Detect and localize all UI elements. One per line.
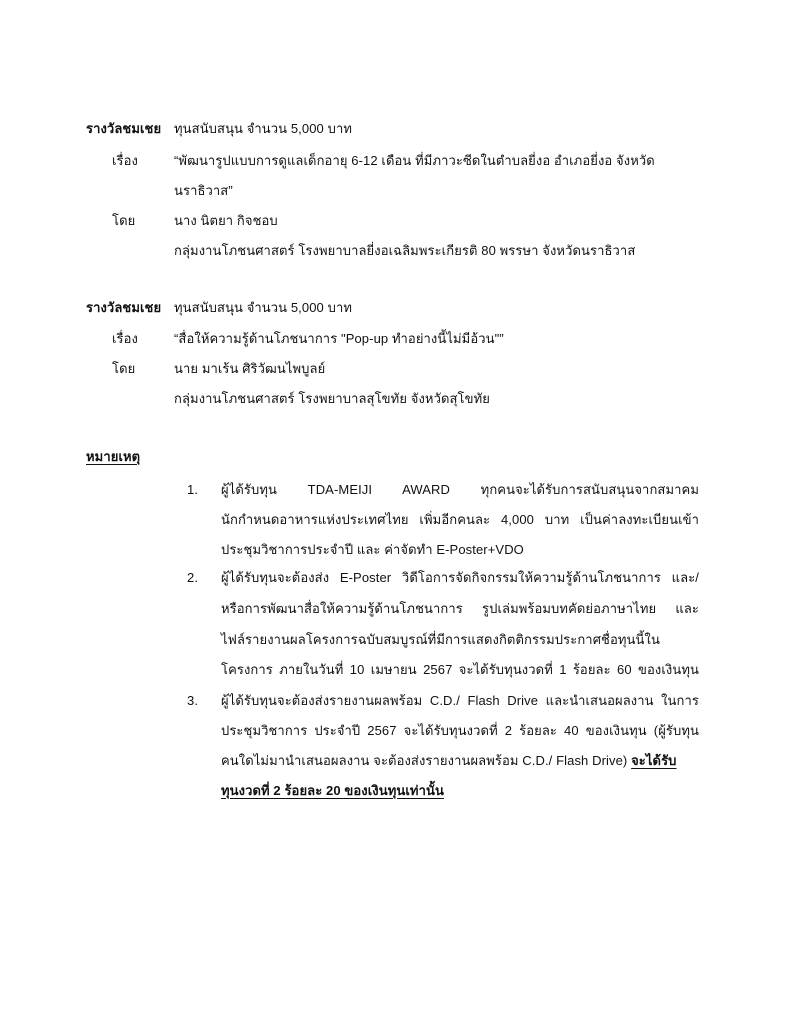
award2-prize: ทุนสนับสนุน จำนวน 5,000 บาท (174, 300, 353, 315)
remark-3-line-4-emphasis: ทุนงวดที่ 2 ร้อยละ 20 ของเงินทุนเท่านั้น (221, 783, 444, 798)
remark-3-line-1: ผู้ได้รับทุนจะต้องส่งรายงานผลพร้อม C.D./ Flash Drive และนำเสนอผลงาน ในการ (221, 693, 699, 708)
remark-2-line-2: หรือการพัฒนาสื่อให้ความรู้ด้านโภชนาการ รูปเล่มพร้อมบทคัดย่อภาษาไทย และ (221, 601, 699, 616)
remark-3-line-3-regular: คนใดไม่มานำเสนอผลงาน จะต้องส่งรายงานผลพร้อม C.D./ Flash Drive) (221, 753, 628, 768)
award1-prize: ทุนสนับสนุน จำนวน 5,000 บาท (174, 121, 353, 136)
award2-affiliation: กลุ่มงานโภชนศาสตร์ โรงพยาบาลสุโขทัย จังหวัดสุโขทัย (174, 391, 491, 406)
remark-2-number: 2. (187, 570, 199, 585)
award1-affiliation: กลุ่มงานโภชนศาสตร์ โรงพยาบาลยี่งอเฉลิมพระเกียรติ 80 พรรษา จังหวัดนราธิวาส (174, 243, 636, 258)
remark-1-line-3: ประชุมวิชาการประจำปี และ ค่าจัดทำ E-Poster+VDO (221, 542, 524, 557)
remark-2-line-3: ไฟล์รายงานผลโครงการฉบับสมบูรณ์ที่มีการแสดงกิตติกรรมประกาศชื่อทุนนี้ใน (221, 632, 660, 647)
remark-3-line-2: ประชุมวิชาการ ประจำปี 2567 จะได้รับทุนงวดที่ 2 ร้อยละ 40 ของเงินทุน (ผู้รับทุน (221, 723, 699, 738)
remark-3-number: 3. (187, 693, 199, 708)
award1-topic-line1: “พัฒนารูปแบบการดูแลเด็กอายุ 6-12 เดือน ที่มีภาวะซีดในตำบลยี่งอ อำเภอยี่งอ จังหวัด (174, 153, 655, 168)
award2-by-label: โดย (112, 361, 136, 376)
award1-author: นาง นิตยา กิจชอบ (174, 213, 278, 228)
remark-3-line-3-emphasis: จะได้รับ (631, 753, 677, 768)
award1-topic-line2: นราธิวาส” (174, 183, 233, 198)
remark-2-line-4: โครงการ ภายในวันที่ 10 เมษายน 2567 จะได้รับทุนงวดที่ 1 ร้อยละ 60 ของเงินทุน (221, 662, 699, 677)
remark-1-line-1: ผู้ได้รับทุน TDA-MEIJI AWARD ทุกคนจะได้รับการสนับสนุนจากสมาคม (221, 482, 699, 497)
award1-label: รางวัลชมเชย (86, 121, 162, 136)
award1-topic-label: เรื่อง (112, 153, 138, 168)
remark-2-line-1: ผู้ได้รับทุนจะต้องส่ง E-Poster วิดีโอการจัดกิจกรรมให้ความรู้ด้านโภชนาการ และ/ (221, 570, 699, 585)
remark-3-line-3 (221, 752, 699, 770)
remarks-heading: หมายเหตุ (86, 449, 141, 464)
award2-topic-line1: “สื่อให้ความรู้ด้านโภชนาการ "Pop-up ทำอย่างนี้ไม่มีอ้วน"” (174, 331, 504, 346)
award1-by-label: โดย (112, 213, 136, 228)
remark-1-line-2: นักกำหนดอาหารแห่งประเทศไทย เพิ่มอีกคนละ 4,000 บาท เป็นค่าลงทะเบียนเข้า (221, 512, 699, 527)
award2-topic-label: เรื่อง (112, 331, 138, 346)
remark-1-number: 1. (187, 482, 199, 497)
award2-author: นาย มาเร้น ศิริวัฒนไพบูลย์ (174, 361, 326, 376)
award2-label: รางวัลชมเชย (86, 300, 162, 315)
